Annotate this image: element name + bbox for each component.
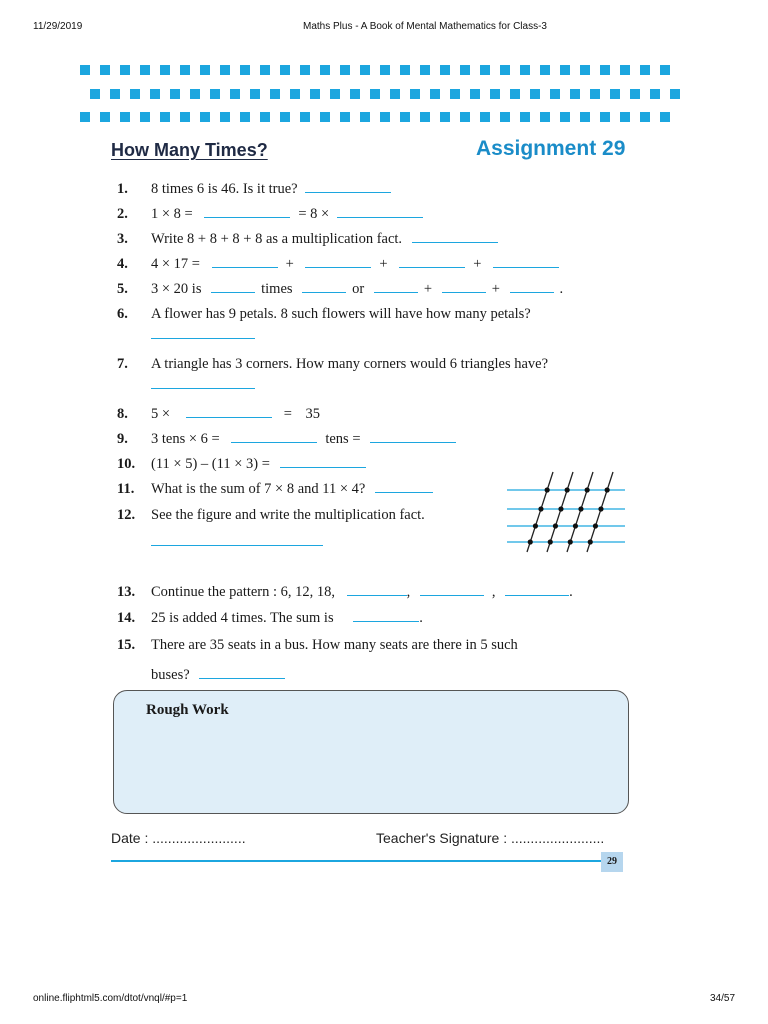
checker-square bbox=[460, 112, 470, 122]
answer-blank[interactable] bbox=[151, 376, 255, 389]
checker-square bbox=[480, 112, 490, 122]
question-number: 12. bbox=[117, 507, 136, 523]
question-text: Write 8 + 8 + 8 + 8 as a multiplication fact. bbox=[151, 231, 403, 247]
checker-square bbox=[560, 112, 570, 122]
checker-square bbox=[520, 112, 530, 122]
checker-square bbox=[320, 65, 330, 75]
checker-square bbox=[180, 65, 190, 75]
answer-blank[interactable] bbox=[305, 255, 371, 268]
question-text: 25 is added 4 times. The sum is bbox=[151, 610, 334, 626]
checker-square bbox=[110, 89, 120, 99]
checker-square bbox=[580, 112, 590, 122]
question-text: + bbox=[423, 281, 433, 297]
page-number: 29 bbox=[601, 852, 623, 872]
answer-blank[interactable] bbox=[374, 280, 418, 293]
intersection-dot bbox=[593, 523, 598, 528]
answer-blank[interactable] bbox=[353, 609, 419, 622]
answer-blank[interactable] bbox=[505, 583, 569, 596]
date-field: Date : ........................ bbox=[111, 830, 246, 846]
checker-square bbox=[190, 89, 200, 99]
checker-square bbox=[260, 112, 270, 122]
intersection-dot bbox=[598, 506, 603, 511]
question-15-continued bbox=[151, 666, 285, 684]
checker-square bbox=[640, 65, 650, 75]
checker-square bbox=[620, 65, 630, 75]
question-text: (11 × 5) – (11 × 3) = bbox=[151, 456, 270, 472]
question-text: buses? bbox=[151, 667, 190, 683]
question-number: 15. bbox=[117, 637, 136, 653]
question-number: 8. bbox=[117, 406, 128, 422]
question-7 bbox=[117, 355, 548, 373]
print-title: Maths Plus - A Book of Mental Mathematics for Class-3 bbox=[303, 21, 547, 32]
answer-blank[interactable] bbox=[231, 430, 317, 443]
checker-square bbox=[290, 89, 300, 99]
intersection-dot bbox=[588, 539, 593, 544]
question-number: 11. bbox=[117, 481, 135, 497]
checker-square bbox=[330, 89, 340, 99]
answer-blank[interactable] bbox=[199, 666, 285, 679]
checker-square bbox=[210, 89, 220, 99]
rough-work-label: Rough Work bbox=[146, 702, 229, 718]
checker-square bbox=[380, 112, 390, 122]
checker-square bbox=[300, 112, 310, 122]
page-title: How Many Times? bbox=[111, 140, 268, 160]
checker-square bbox=[460, 65, 470, 75]
checker-square bbox=[500, 65, 510, 75]
checker-square bbox=[120, 112, 130, 122]
checker-square bbox=[120, 65, 130, 75]
intersection-dot bbox=[565, 487, 570, 492]
checker-square bbox=[370, 89, 380, 99]
question-text: = 8 × bbox=[298, 206, 330, 222]
answer-blank[interactable] bbox=[151, 326, 255, 339]
checker-square bbox=[420, 112, 430, 122]
intersection-dot bbox=[533, 523, 538, 528]
checker-square bbox=[590, 89, 600, 99]
question-text: + bbox=[285, 256, 294, 272]
page-count: 34/57 bbox=[710, 993, 736, 1004]
checker-square bbox=[650, 89, 660, 99]
question-number: 13. bbox=[117, 584, 136, 600]
question-text: + bbox=[473, 256, 482, 272]
question-8 bbox=[117, 405, 320, 423]
checker-square bbox=[450, 89, 460, 99]
checker-square bbox=[360, 65, 370, 75]
intersection-dot bbox=[568, 539, 573, 544]
answer-blank[interactable] bbox=[510, 280, 554, 293]
checker-square bbox=[140, 65, 150, 75]
intersection-dot bbox=[545, 487, 550, 492]
intersection-dot bbox=[553, 523, 558, 528]
checker-square bbox=[160, 65, 170, 75]
checker-square bbox=[200, 65, 210, 75]
checker-square bbox=[150, 89, 160, 99]
answer-blank[interactable] bbox=[420, 583, 484, 596]
checker-square bbox=[640, 112, 650, 122]
answer-blank[interactable] bbox=[337, 205, 423, 218]
question-10 bbox=[117, 455, 366, 473]
page-url: online.fliphtml5.com/dtot/vnql/#p=1 bbox=[33, 993, 188, 1004]
checker-square bbox=[270, 89, 280, 99]
checker-square bbox=[610, 89, 620, 99]
question-3 bbox=[117, 230, 498, 248]
checker-square bbox=[350, 89, 360, 99]
checker-square bbox=[660, 112, 670, 122]
checker-square bbox=[130, 89, 140, 99]
checker-square bbox=[90, 89, 100, 99]
answer-blank[interactable] bbox=[370, 430, 456, 443]
question-number: 6. bbox=[117, 306, 128, 322]
checker-square bbox=[310, 89, 320, 99]
question-text: , bbox=[491, 584, 496, 600]
intersection-dot bbox=[528, 539, 533, 544]
question-5 bbox=[117, 280, 563, 298]
intersection-dot bbox=[548, 539, 553, 544]
question-4 bbox=[117, 255, 559, 273]
question-12 bbox=[117, 506, 425, 524]
question-number: 4. bbox=[117, 256, 128, 272]
question-text: tens = bbox=[325, 431, 361, 447]
question-13 bbox=[117, 583, 573, 601]
intersection-dot bbox=[585, 487, 590, 492]
question-number: 9. bbox=[117, 431, 128, 447]
question-text: 3 tens × 6 = bbox=[151, 431, 220, 447]
checker-square bbox=[430, 89, 440, 99]
question-text: 35 bbox=[305, 406, 320, 422]
checker-square bbox=[470, 89, 480, 99]
checker-square bbox=[490, 89, 500, 99]
multiplication-lines-figure bbox=[505, 468, 627, 554]
question-number: 10. bbox=[117, 456, 136, 472]
answer-blank[interactable] bbox=[305, 180, 391, 193]
answer-blank[interactable] bbox=[204, 205, 290, 218]
intersection-dot bbox=[573, 523, 578, 528]
checker-square bbox=[520, 65, 530, 75]
question-text: 4 × 17 = bbox=[151, 256, 200, 272]
question-text: + bbox=[379, 256, 388, 272]
question-text: There are 35 seats in a bus. How many seats are there in 5 such bbox=[151, 637, 518, 653]
checker-square bbox=[240, 112, 250, 122]
question-text: 5 × bbox=[151, 406, 171, 422]
answer-blank[interactable] bbox=[347, 583, 407, 596]
checker-square bbox=[560, 65, 570, 75]
checker-square bbox=[440, 65, 450, 75]
checker-square bbox=[360, 112, 370, 122]
checker-square bbox=[550, 89, 560, 99]
intersection-dot bbox=[578, 506, 583, 511]
checker-square bbox=[220, 112, 230, 122]
question-text: = bbox=[283, 406, 292, 422]
answer-blank[interactable] bbox=[412, 230, 498, 243]
checker-square bbox=[670, 89, 680, 99]
question-1 bbox=[117, 180, 391, 198]
checker-square bbox=[250, 89, 260, 99]
checker-square bbox=[420, 65, 430, 75]
checker-square bbox=[280, 112, 290, 122]
question-text: + bbox=[491, 281, 500, 297]
checker-pattern bbox=[80, 63, 690, 123]
question-text: 3 × 20 is bbox=[151, 281, 202, 297]
question-text: . bbox=[559, 281, 564, 297]
answer-blank[interactable] bbox=[375, 480, 433, 493]
question-number: 1. bbox=[117, 181, 128, 197]
answer-blank[interactable] bbox=[151, 533, 323, 546]
checker-square bbox=[340, 65, 350, 75]
teacher-signature-field: Teacher's Signature : ........................ bbox=[376, 830, 605, 846]
checker-square bbox=[100, 65, 110, 75]
question-text: What is the sum of 7 × 8 and 11 × 4? bbox=[151, 481, 366, 497]
question-6 bbox=[117, 305, 531, 323]
checker-square bbox=[530, 89, 540, 99]
question-14 bbox=[117, 609, 423, 627]
question-text: . bbox=[569, 584, 573, 600]
question-number: 5. bbox=[117, 281, 128, 297]
answer-blank[interactable] bbox=[280, 455, 366, 468]
checker-square bbox=[300, 65, 310, 75]
checker-square bbox=[100, 112, 110, 122]
horizontal-lines bbox=[507, 490, 625, 542]
question-number: 3. bbox=[117, 231, 128, 247]
checker-square bbox=[200, 112, 210, 122]
checker-square bbox=[580, 65, 590, 75]
question-text: times bbox=[261, 281, 293, 297]
checker-square bbox=[620, 112, 630, 122]
checker-square bbox=[230, 89, 240, 99]
answer-blank[interactable] bbox=[186, 405, 272, 418]
intersection-dot bbox=[538, 506, 543, 511]
checker-square bbox=[240, 65, 250, 75]
print-date: 11/29/2019 bbox=[33, 21, 83, 32]
checker-square bbox=[400, 65, 410, 75]
checker-square bbox=[220, 65, 230, 75]
checker-square bbox=[80, 112, 90, 122]
question-2 bbox=[117, 205, 423, 223]
checker-square bbox=[260, 65, 270, 75]
question-text: . bbox=[419, 610, 423, 626]
question-number: 7. bbox=[117, 356, 128, 372]
question-number: 2. bbox=[117, 206, 128, 222]
answer-blank[interactable] bbox=[399, 255, 465, 268]
answer-blank[interactable] bbox=[212, 255, 278, 268]
checker-square bbox=[660, 65, 670, 75]
checker-square bbox=[160, 112, 170, 122]
question-11 bbox=[117, 480, 433, 498]
checker-square bbox=[380, 65, 390, 75]
checker-square bbox=[180, 112, 190, 122]
checker-square bbox=[540, 65, 550, 75]
checker-square bbox=[320, 112, 330, 122]
question-text: A triangle has 3 corners. How many corners would 6 triangles have? bbox=[151, 356, 549, 372]
checker-square bbox=[280, 65, 290, 75]
checker-square bbox=[340, 112, 350, 122]
question-text: , bbox=[406, 584, 411, 600]
intersection-dot bbox=[558, 506, 563, 511]
checker-square bbox=[410, 89, 420, 99]
checker-square bbox=[510, 89, 520, 99]
checker-square bbox=[440, 112, 450, 122]
question-text: 8 times 6 is 46. Is it true? bbox=[151, 181, 298, 197]
checker-square bbox=[480, 65, 490, 75]
checker-square bbox=[390, 89, 400, 99]
answer-blank[interactable] bbox=[211, 280, 255, 293]
question-number: 14. bbox=[117, 610, 136, 626]
checker-square bbox=[630, 89, 640, 99]
checker-square bbox=[500, 112, 510, 122]
question-text: Continue the pattern : 6, 12, 18, bbox=[151, 584, 336, 600]
checker-square bbox=[80, 65, 90, 75]
answer-blank[interactable] bbox=[493, 255, 559, 268]
checker-square bbox=[570, 89, 580, 99]
checker-square bbox=[170, 89, 180, 99]
checker-square bbox=[540, 112, 550, 122]
checker-square bbox=[600, 112, 610, 122]
question-text: See the figure and write the multiplication fact. bbox=[151, 507, 425, 523]
assignment-label: Assignment 29 bbox=[476, 137, 626, 160]
answer-blank[interactable] bbox=[442, 280, 486, 293]
question-text: 1 × 8 = bbox=[151, 206, 193, 222]
footer-rule bbox=[111, 860, 601, 862]
question-text: A flower has 9 petals. 8 such flowers will have how many petals? bbox=[151, 306, 531, 322]
checker-square bbox=[600, 65, 610, 75]
question-9 bbox=[117, 430, 456, 448]
answer-blank[interactable] bbox=[302, 280, 346, 293]
question-text: or bbox=[352, 281, 365, 297]
checker-square bbox=[400, 112, 410, 122]
checker-square bbox=[140, 112, 150, 122]
intersection-dot bbox=[605, 487, 610, 492]
question-15 bbox=[117, 636, 518, 654]
